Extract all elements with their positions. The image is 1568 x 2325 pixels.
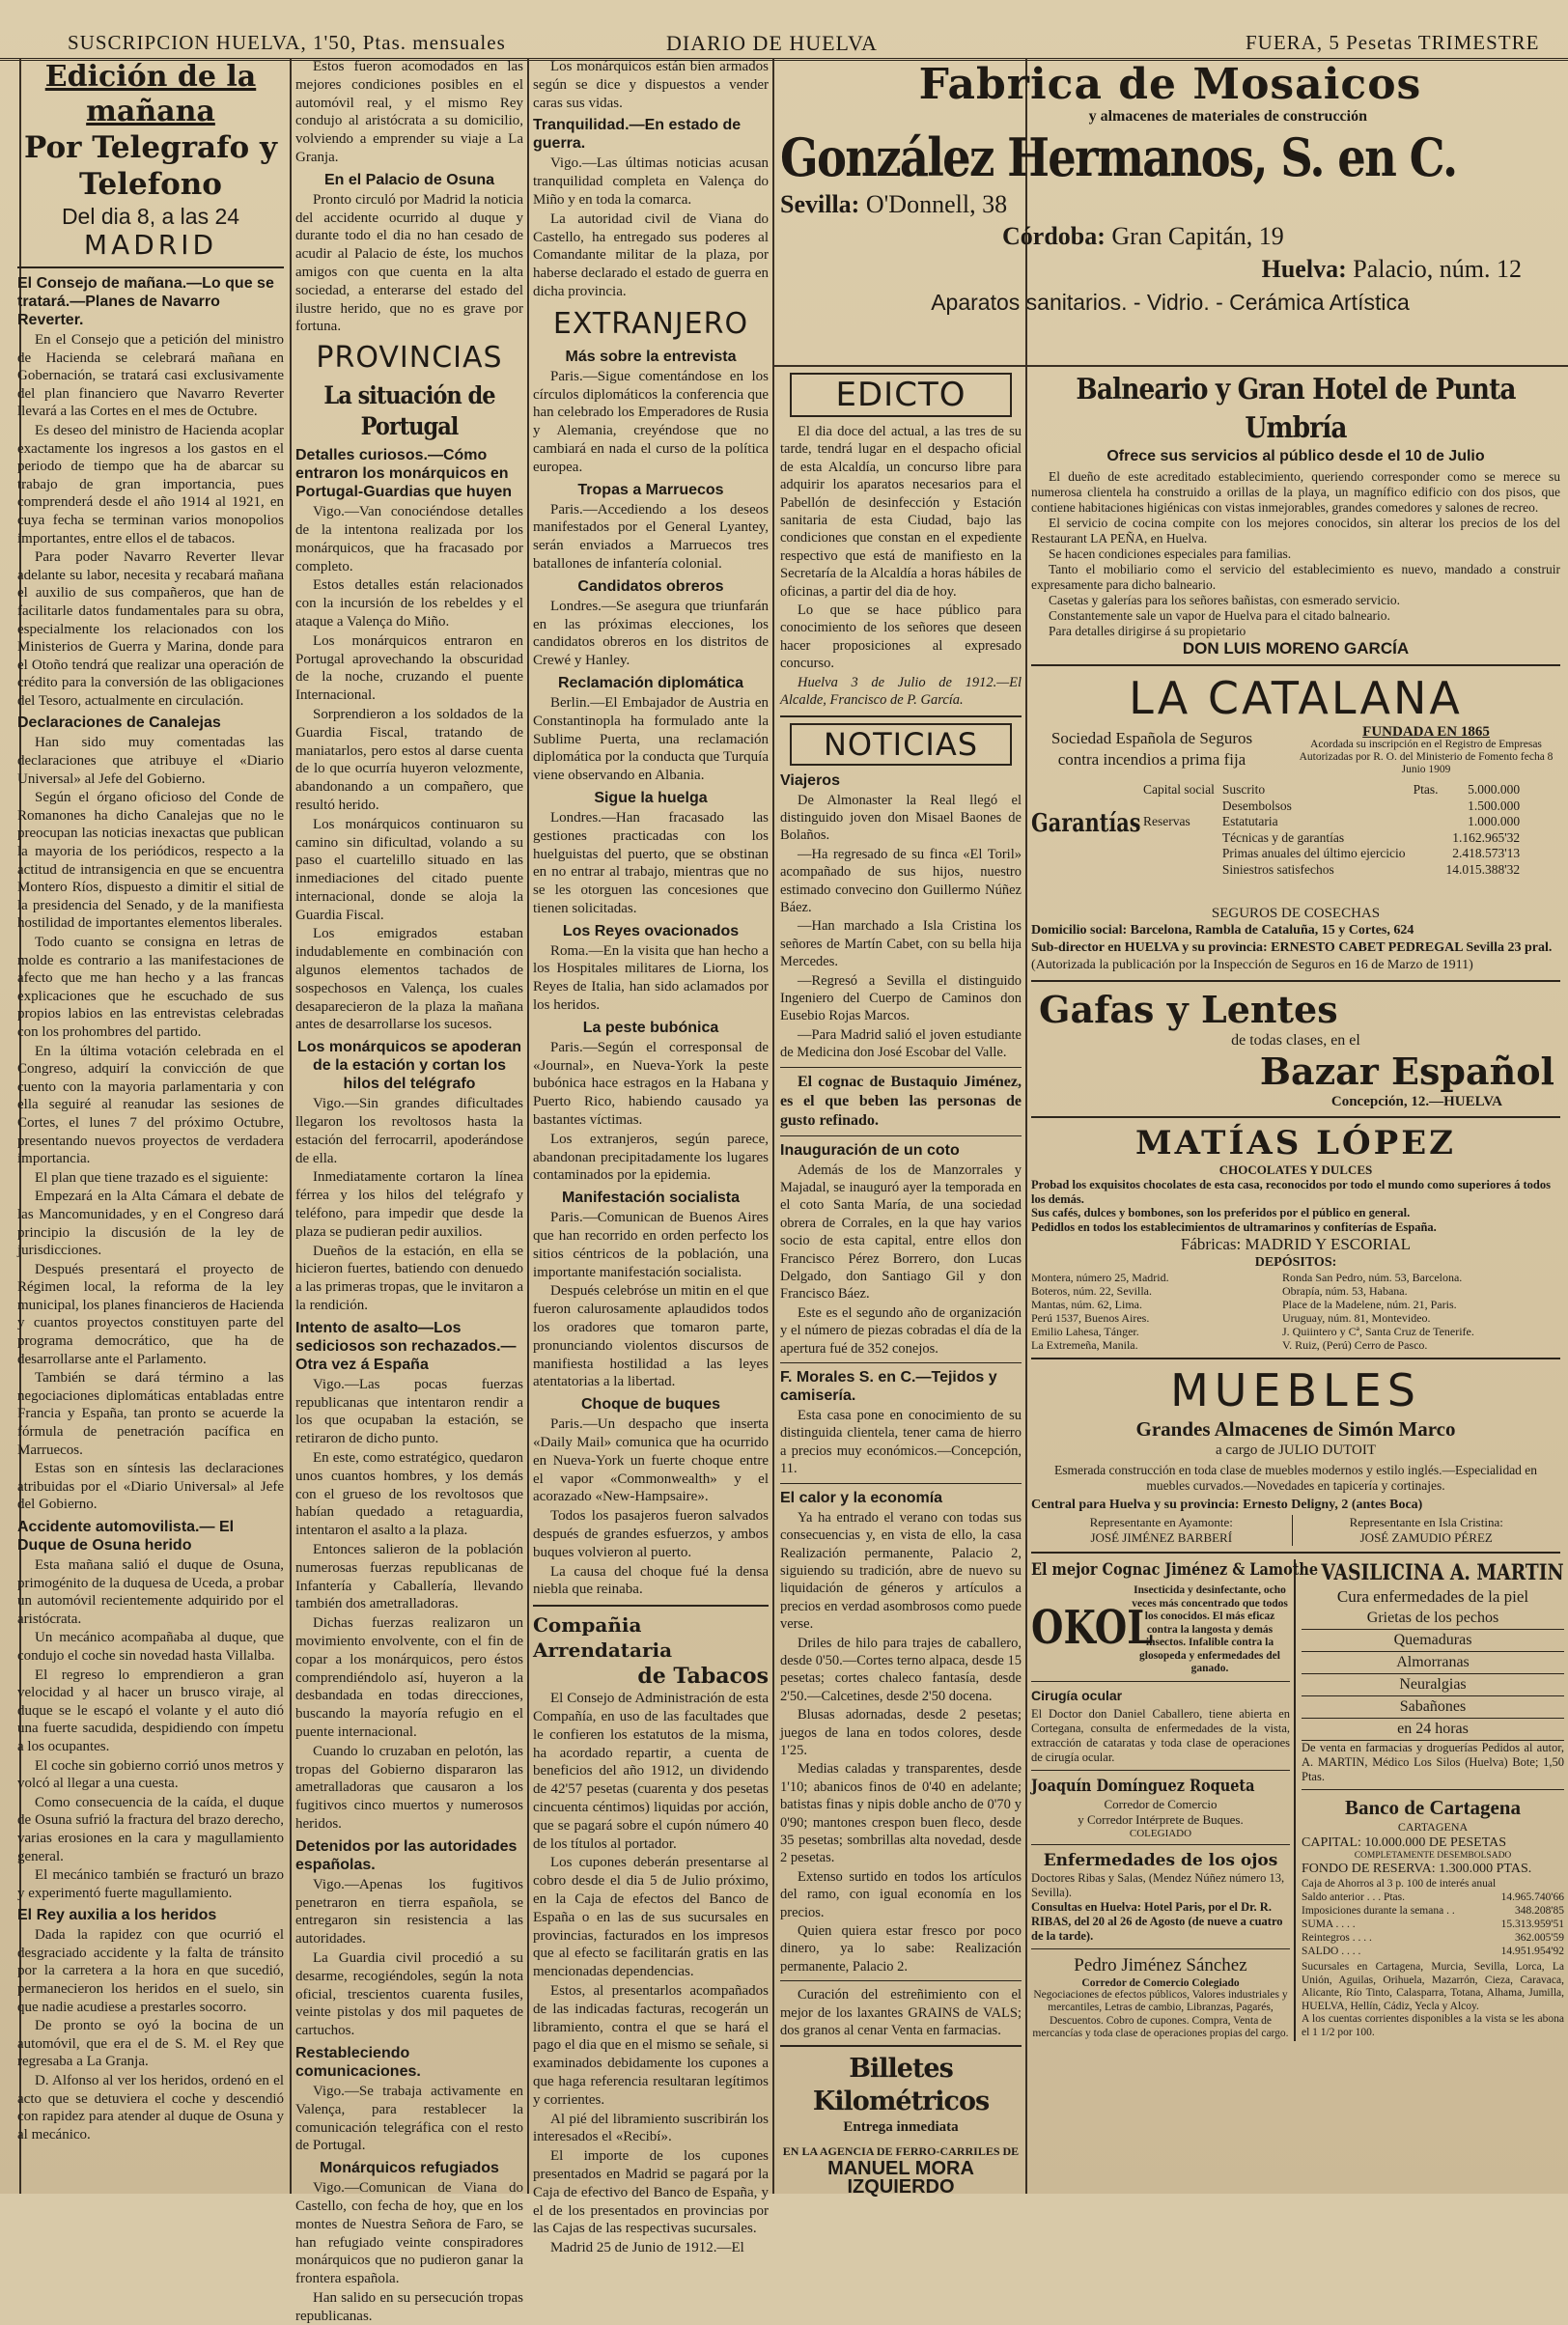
section-heading: Candidatos obreros bbox=[577, 577, 724, 595]
matias-subtitle: CHOCOLATES Y DULCES bbox=[1218, 1162, 1373, 1177]
column-2 bbox=[295, 58, 523, 2324]
deposito-item: Obrapía, núm. 53, Habana. bbox=[1282, 1284, 1408, 1298]
paragraph: Es deseo del ministro de Hacienda acoplar exactamente los ingresos a los gastos en el periodo de tiempo que ha de abarcar su trabajo de gran importancia, pues comprenderá desde el año 1914 al 1921, en cuya fecha se terminan varios monopolios importantes, entre ellos el de tabacos. bbox=[17, 422, 284, 546]
huelva-address: Palacio, núm. 12 bbox=[1353, 255, 1522, 283]
edition-heading: Edición de la mañana bbox=[44, 60, 257, 128]
paragraph: Pronto circuló por Madrid la noticia del accidente ocurrido al duque y durante todo el dia no han cesado de acudir al Palacio de éste, los muchos amigos con que cuenta en la alta sociedad, a enterarse del estado del ilustre herido, que no es grave por fortuna. bbox=[295, 191, 523, 335]
joaquin-line2: y Corredor Intérprete de Buques. bbox=[1078, 1811, 1244, 1827]
paragraph: Sus cafés, dulces y bombones, son los preferidos por el público en general. bbox=[1031, 1206, 1411, 1219]
section-heading: Monárquicos refugiados bbox=[320, 2160, 499, 2177]
capital-table bbox=[1139, 782, 1524, 878]
banco-label: Saldo anterior . . . Ptas. bbox=[1302, 1891, 1405, 1903]
muebles-title: MUEBLES bbox=[1170, 1364, 1421, 1416]
muebles-rep1-label: Representante en Ayamonte: bbox=[1089, 1515, 1233, 1529]
paragraph: Los emigrados estaban indudablemente en combinación con algunos elementos tachados de sospechosos en Valença, los cuales desaparecieron de la plaza la mañana antes de desarrollarse los sucesos. bbox=[295, 926, 523, 1033]
paragraph: Han sido muy comentadas las declaraciones que atribuye el «Diario Universal» al Jefe del Gobierno. bbox=[17, 735, 284, 787]
bazar-name: Bazar Español bbox=[1259, 1050, 1554, 1093]
paragraph: Paris.—Sigue comentándose en los círculos diplomáticos la conferencia que han celebrado los Emperadores de Rusia y Alemania, creyéndose que no cambiará en nada el curso de la política europea. bbox=[533, 368, 769, 475]
portugal-heading: La situación de Portugal bbox=[323, 381, 495, 441]
paragraph: En este, como estratégico, quedaron unos cuantos hombres, y los demás con el grueso de los revoltosos que habían quedado a retaguardia, intentaron el asalto a la plaza. bbox=[295, 1450, 523, 1539]
paragraph: Después presentará el proyecto de Régimen local, la reforma de la ley municipal, los planes financieros de Hacienda y cuantos proyectos constituyen parte del programa democrático, que ha de desarrollarse ante el Parlamento. bbox=[17, 1261, 284, 1367]
capital-unit bbox=[1410, 862, 1442, 879]
billetes-title: Billetes Kilométricos bbox=[812, 2054, 990, 2117]
paragraph: Sucursales en Cartagena, Murcia, Sevilla, Lorca, La Unión, Aguilas, Orihuela, Mazarrón, Cieza, Caravaca, Alicante, Río Tinto, Calasparra, Totana, Alhama, Jumilla, HUELVA, Hellín, Cádiz, Yecla y Alcoy. bbox=[1302, 1961, 1564, 2012]
matias-title: MATÍAS LÓPEZ bbox=[1135, 1124, 1456, 1162]
deposito-item: V. Ruiz, (Perú) Cerro de Pasco. bbox=[1282, 1338, 1428, 1352]
banco-label: SALDO . . . . bbox=[1302, 1946, 1361, 1957]
noticias-heading: NOTICIAS bbox=[790, 723, 1012, 766]
depositos-left bbox=[1031, 1271, 1282, 1352]
capital-unit bbox=[1410, 846, 1442, 862]
vasilicina-item: Almorranas bbox=[1302, 1652, 1564, 1674]
provincias-heading: PROVINCIAS bbox=[316, 341, 503, 376]
extranjero-heading: EXTRANJERO bbox=[552, 306, 749, 341]
section-heading: En el Palacio de Osuna bbox=[323, 171, 495, 188]
capital-label bbox=[1139, 862, 1218, 879]
section-heading: Restableciendo comunicaciones. bbox=[295, 2044, 421, 2080]
joaquin-title: Joaquín Domínguez Roqueta bbox=[1031, 1776, 1255, 1796]
vasilicina-item: en 24 horas bbox=[1302, 1719, 1564, 1741]
deposito-item: Ronda San Pedro, núm. 53, Barcelona. bbox=[1282, 1271, 1463, 1284]
capital-value: 1.500.000 bbox=[1468, 798, 1521, 813]
paragraph: El importe de los cupones presentados en Madrid se pagará por la Caja de efectivo del Banco de España, y el de los presentados en provincias por las Cajas de las respectivas sucursales. bbox=[533, 2148, 769, 2237]
paragraph: Este es el segundo año de organización y el número de piezas cobradas el día de la apertura fué de 352 conejos. bbox=[780, 1304, 1022, 1357]
paragraph: Doctores Ribas y Salas, (Mendez Núñez número 13, Sevilla). bbox=[1031, 1870, 1285, 1899]
bazar-address: Concepción, 12.—HUELVA bbox=[1330, 1094, 1502, 1109]
column-rule bbox=[772, 58, 774, 2194]
paragraph: En la última votación celebrada en el Congreso, adquirí la convicción de que cuento con la mayoria parlamentaria y con ella seguiré al reanudar las sesiones de Cortes, el lunes 7 del próximo Octubre, presentando nuevos proyectos de verdadera importancia. bbox=[17, 1043, 284, 1167]
paragraph: Blusas adornadas, desde 2 pesetas; juegos de lana en todos colores, desde 1'25. bbox=[780, 1707, 1022, 1758]
paragraph: El plan que tiene trazado es el siguiente: bbox=[35, 1169, 268, 1186]
gafas-subtitle: de todas clases, en el bbox=[1231, 1032, 1360, 1049]
paragraph: La Guardia civil procedió a su desarme, recogiéndoles, según la nota oficial, trescientos cuarenta fusiles, veinte pistolas y dos mil paquetes de cartuchos. bbox=[295, 1949, 523, 2039]
catalana-subtitle-1: Sociedad Española de Seguros bbox=[1050, 729, 1253, 747]
paragraph: Dueños de la estación, en ella se hicieron fuertes, batiendo con denuedo a las primeras tropas, que le invitaron a la rendición. bbox=[295, 1243, 523, 1314]
vasilicina-item: Neuralgias bbox=[1302, 1674, 1564, 1696]
paragraph: En el Consejo que a petición del ministro de Hacienda se celebrará mañana en Gobernación, se tratará casi exclusivamente del plan financiero que Navarro Reverter llevará a las Cortes en el mes de Octubre. bbox=[17, 332, 284, 420]
pedro-subtitle: Corredor de Comercio Colegiado bbox=[1081, 1976, 1240, 1989]
cirugia-title: Cirugía ocular bbox=[1031, 1687, 1123, 1703]
paragraph: A los cuentas corrientes disponibles a la vista se les abona el 1 1/2 por 100. bbox=[1302, 2013, 1564, 2038]
capital-item: Desembolsos bbox=[1221, 798, 1292, 813]
banco-row bbox=[1302, 1945, 1564, 1958]
catalana-title: LA CATALANA bbox=[1129, 672, 1463, 724]
cognac-ad-title: El mejor Cognac Jiménez & Lamothe bbox=[1031, 1560, 1319, 1580]
capital-unit bbox=[1410, 798, 1442, 815]
joaquin-line1: Corredor de Comercio bbox=[1104, 1796, 1218, 1811]
paragraph: Sorprendieron a los soldados de la Guardia Fiscal, tratando de maniatarlos, pero estos al darse cuenta de lo que ocurría huyeron velozmente, abandonando a un compañero, que resultó herido. bbox=[295, 706, 523, 813]
paragraph: Vigo.—Las pocas fuerzas republicanas que intentaron rendir a los que ocupaban la estación, se retiraron de dicho punto. bbox=[295, 1376, 523, 1447]
section-heading: Tropas a Marruecos bbox=[577, 481, 724, 498]
capital-item: Primas anuales del último ejercicio bbox=[1221, 846, 1406, 860]
catalana-founded: FUNDADA EN 1865 bbox=[1362, 724, 1490, 740]
paragraph: Esta mañana salió el duque de Osuna, primogénito de la duquesa de Uceda, a probar un automóvil recientemente adquirido por el aristócrata. bbox=[17, 1557, 284, 1627]
section-heading: Los monárquicos se apoderan de la estación y cortan los hilos del telégrafo bbox=[296, 1039, 522, 1093]
section-heading: F. Morales S. en C.—Tejidos y camisería. bbox=[780, 1369, 997, 1405]
deposito-item: Place de la Madelene, núm. 21, Paris. bbox=[1282, 1298, 1457, 1311]
deposito-item: Montera, número 25, Madrid. bbox=[1031, 1271, 1169, 1284]
paragraph: Según el órgano oficioso del Conde de Romanones ha dicho Canalejas que no le preocupan las noticias inexactas que publican la mayoria de los periódicos, respecto a la actitud de intransigencia en que se encuentra Montero Ríos, dispuesto a dimitir el sitial de la presidencia del Senado, y de la manifiesta hostilidad de importantes elementos liberales. bbox=[17, 790, 284, 932]
section-heading: Los Reyes ovacionados bbox=[562, 922, 740, 939]
banco-value: 348.208'85 bbox=[1515, 1905, 1564, 1917]
banco-value: 14.951.954'92 bbox=[1500, 1946, 1564, 1957]
paragraph: La autoridad civil de Viana do Castello, ha entregado sus poderes al Comandante militar de la plaza, por haberse declarado el estado de guerra en dicha provincia. bbox=[533, 210, 769, 299]
paragraph: Inmediatamente cortaron la línea férrea y los hilos del telégrafo y teléfono, para impedir que desde la plaza se pudieran pedir auxilios. bbox=[295, 1169, 523, 1240]
masthead-subscription-outside: FUERA, 5 Pesetas TRIMESTRE bbox=[1246, 31, 1540, 54]
paragraph: Empezará en la Alta Cámara el debate de las Mancomunidades, y en el Congreso dará principio la discusión de la ley de jurisdicciones. bbox=[17, 1189, 284, 1259]
mosaicos-title: Fabrica de Mosaicos bbox=[918, 60, 1422, 109]
banco-row bbox=[1302, 1891, 1564, 1904]
vasilicina-subtitle: Cura enfermedades de la piel bbox=[1336, 1587, 1529, 1606]
gafas-title: Gafas y Lentes bbox=[1039, 988, 1338, 1031]
paragraph: Dichas fuerzas realizaron un movimiento envolvente, con el fin de copar a los monárquicos, pero éstos comprendiéndolo así, huyeron a la desbandada en todas direcciones, buscando la mayoría refugio en el puente internacional. bbox=[295, 1615, 523, 1740]
tabacos-heading-2: de Tabacos bbox=[637, 1664, 769, 1690]
balneario-subtitle: Ofrece sus servicios al público desde el 10 de Julio bbox=[1106, 448, 1485, 464]
section-heading: Viajeros bbox=[780, 771, 840, 789]
masthead-title: DIARIO DE HUELVA bbox=[666, 31, 878, 55]
catalana-authorization: (Autorizada la publicación por la Inspección de Seguros en 16 de Marzo de 1911) bbox=[1031, 958, 1473, 972]
dispatch-city: MADRID bbox=[83, 229, 218, 261]
muebles-subtitle: Grandes Almacenes de Simón Marco bbox=[1135, 1417, 1456, 1441]
paragraph: Vigo.—Apenas los fugitivos penetraron en tierra española, se entregaron sin resistencia a las autoridades. bbox=[295, 1876, 523, 1947]
paragraph: El cognac de Bustaquio Jiménez, es el que beben las personas de gusto refinado. bbox=[780, 1073, 1022, 1129]
paragraph: Estos, al presentarlos acompañados de las indicadas facturas, recogerán un libramiento, contra el que se hará el pago el dia que en el mismo se señale, si examinados debidamente los cupones a que haga referencia resultaran legítimos y corrientes. bbox=[533, 1982, 769, 2108]
capital-row bbox=[1139, 814, 1524, 830]
paragraph: Los monárquicos entraron en Portugal aprovechando la obscuridad de la noche, cruzando el puente Internacional. bbox=[295, 632, 523, 704]
capital-unit bbox=[1410, 830, 1442, 847]
paragraph: Estas son en síntesis las declaraciones atribuidas por el «Diario Universal» al Jefe del Gobierno. bbox=[17, 1461, 284, 1513]
ads-rule bbox=[772, 365, 1568, 367]
dispatch-date: Del dia 8, a las 24 bbox=[61, 204, 240, 229]
paragraph: —Ha regresado de su finca «El Toril» acompañado de sus hijos, nuestro estimado convecino don Guillermo Núñez Báez. bbox=[780, 846, 1022, 915]
column-5 bbox=[1031, 371, 1564, 2194]
paragraph: Ya ha entrado el verano con todas sus consecuencias y, en vista de ello, la casa Realización permanente, Palacio 2, siguiendo su tradición, abre de nuevo su liquidación de géneros y artículos a precios en verdad asombrosos como puede verse. bbox=[780, 1509, 1022, 1633]
paragraph: El dueño de este acreditado establecimiento, queriendo corresponder como se merece su numerosa clientela ha construido a orillas de la playa, un magnífico edificio con dos pisos, que contiene habitaciones higiénicas con vistas inmejorables, grandes comedores y salones de recreo. bbox=[1031, 469, 1560, 515]
column-rule bbox=[527, 58, 529, 2194]
cordoba-address: Gran Capitán, 19 bbox=[1111, 222, 1284, 250]
paragraph: Entonces salieron de la población numerosas fuerzas republicanas de Infantería y Caballería, llevando también dos ametralladoras. bbox=[295, 1542, 523, 1612]
paragraph: Extenso surtido en todos los artículos del ramo, con igual economía en los precios. bbox=[780, 1868, 1022, 1920]
paragraph: Curación del estreñimiento con el mejor de los laxantes GRAINS de VALS; dos granos al cenar Venta en farmacias. bbox=[780, 1987, 1022, 2039]
paragraph: Un mecánico acompañaba al duque, que condujo el coche sin novedad hasta Villalba. bbox=[17, 1630, 284, 1664]
paragraph: Vigo.—Sin grandes dificultades llegaron los revoltosos hasta la estación del ferrocarril, apoderándose de ella. bbox=[295, 1096, 523, 1166]
banco-value: 15.313.959'51 bbox=[1500, 1919, 1564, 1930]
paragraph: Los extranjeros, según parece, abandonan precipitadamente los lugares contaminados por la epidemia. bbox=[533, 1131, 769, 1184]
masthead bbox=[0, 25, 1568, 61]
paragraph: Medias caladas y transparentes, desde 1'10; abanicos finos de 0'40 en adelante; batistas finas y nipis doble ancho de 0'70 y 0'90; mantones crespon buen fleco, desde 35 pesetas; sombrillas alta novedad, desde 2 pesetas. bbox=[780, 1761, 1022, 1866]
tabacos-heading-1: Compañia Arrendataria bbox=[533, 1613, 673, 1663]
ojos-title: Enfermedades de los ojos bbox=[1043, 1850, 1278, 1870]
paragraph: Paris.—Comunican de Buenos Aires que han recorrido en orden perfecto los sitios céntricos de la población, una importante manifestación socialista. bbox=[533, 1210, 769, 1280]
paragraph: —Para Madrid salió el joven estudiante de Medicina don José Escobar del Valle. bbox=[780, 1026, 1022, 1061]
paragraph: Para poder Navarro Reverter llevar adelante su labor, necesita y recabará mañana el auxilio de sus compañeros, que han de facilitarle datos fundamentales para su obra, especialmente los relacionados con los Ministerios de Guerra y Marina, donde para el Otoño tendrá que realizar una operación de crédito para la conversión de las obligaciones del Tesoro, actualmente en circulación. bbox=[17, 549, 284, 709]
section-heading: Sigue la huelga bbox=[594, 789, 708, 806]
capital-value: 2.418.573'13 bbox=[1452, 846, 1521, 860]
paragraph: Los cupones deberán presentarse al cobro desde el dia 5 de Julio próximo, en la Caja de efectos del Banco de España o en las de sus sucursales en provincias, facturados en los impresos que al efecto se facilitarán gratis en las mencionadas dependencias. bbox=[533, 1855, 769, 1980]
masthead-subscription-local: SUSCRIPCION HUELVA, 1'50, Ptas. mensuales bbox=[68, 31, 506, 54]
paragraph: Roma.—En la visita que han hecho a los Hospitales militares de Liorna, los Reyes de Italia, han sido aclamados por los heridos. bbox=[533, 942, 769, 1014]
mosaicos-ad bbox=[780, 62, 1560, 363]
paragraph: El Consejo de Administración de esta Compañía, en uso de las facultades que le confieren los estatutos de la misma, ha acordado repartir, a cuenta de beneficios del año 1912, un dividendo de 42'57 pesetas (cuarenta y dos pesetas cincuenta céntimos) liquidas por acción, que se pagará sobre el cupón número 40 de los títulos al portador. bbox=[533, 1691, 769, 1852]
huelva-label: Huelva: bbox=[1261, 255, 1347, 283]
deposito-item: Perú 1537, Buenos Aires. bbox=[1031, 1311, 1150, 1325]
paragraph: D. Alfonso al ver los heridos, ordenó en el acto que se detuviera el coche y descendió con rapidez para atender al duque de Osuna y al mecánico. bbox=[17, 2073, 284, 2143]
paragraph: De Almonaster la Real llegó el distinguido joven don Misael Baones de Bolaños. bbox=[780, 792, 1022, 844]
section-heading: Tranquilidad.—En estado de guerra. bbox=[533, 117, 742, 153]
capital-item: Estatutaria bbox=[1221, 814, 1278, 828]
column-rule bbox=[290, 58, 292, 2194]
capital-value: 1.162.965'32 bbox=[1452, 829, 1521, 845]
paragraph: Pedidlos en todos los establecimientos de ultramarinos y confiterías de España. bbox=[1031, 1219, 1437, 1234]
paragraph: Cuando lo cruzaban en pelotón, las tropas del Gobierno dispararon las ametralladoras que causaron a los fugitivos cinco muertos y numerosos heridos. bbox=[295, 1743, 523, 1832]
section-heading: Intento de asalto—Los sediciosos son rechazados.— Otra vez á España bbox=[295, 1319, 517, 1373]
paragraph: Vigo.—Las últimas noticias acusan tranquilidad completa en Valença do Miño y en toda la comarca. bbox=[533, 155, 769, 208]
capital-item: Técnicas y de garantías bbox=[1221, 829, 1345, 845]
paragraph: Se hacen condiciones especiales para familias. bbox=[1049, 546, 1292, 561]
mosaicos-subtitle: y almacenes de materiales de construcción bbox=[1088, 108, 1367, 125]
paragraph: El regreso lo emprendieron a gran velocidad y al hacer un brusco viraje, al duque se le escapó el volante y el auto dió una fuerte sacudida, despidiendo con ímpetu a los ocupantes. bbox=[17, 1667, 284, 1754]
paragraph: Paris.—Un despacho que inserta «Daily Mail» comunica que ha ocurrido en Nueva-York un fuerte choque entre el vapor «Commonwealth» y el acorazado «New-Hampsaire». bbox=[533, 1416, 769, 1505]
banco-city: CARTAGENA bbox=[1397, 1820, 1469, 1834]
paragraph: Los monárquicos están bien armados según se dice y dispuestos a vender caras sus vidas. bbox=[533, 59, 769, 111]
banco-desembolsado: COMPLETAMENTE DESEMBOLSADO bbox=[1354, 1851, 1512, 1861]
muebles-rep2-label: Representante en Isla Cristina: bbox=[1349, 1515, 1503, 1529]
vasilicina-item: Grietas de los pechos bbox=[1302, 1608, 1564, 1630]
capital-label: Capital social bbox=[1143, 782, 1215, 797]
section-heading: La peste bubónica bbox=[582, 1019, 719, 1036]
capital-label bbox=[1139, 798, 1218, 815]
muebles-central: Central para Huelva y su provincia: Ernesto Deligny, 2 (antes Boca) bbox=[1031, 1498, 1423, 1512]
capital-label: Reservas bbox=[1143, 814, 1190, 828]
vasilicina-item: Sabañones bbox=[1302, 1696, 1564, 1719]
gonzalez-name: González Hermanos, S. en C. bbox=[780, 126, 1457, 188]
column-4 bbox=[780, 371, 1022, 2198]
banco-row bbox=[1302, 1918, 1564, 1931]
paragraph: Después celebróse un mitin en el que fueron calurosamente aplaudidos todos los oradores que tomaron parte, pronunciando violentos discursos de manifiesta hostilidad a las leyes atentatorias a la libertad. bbox=[533, 1283, 769, 1390]
paragraph: Vigo.—Se trabaja activamente en Valença, para restablecer la comunicación telegráfica con el resto de Portugal. bbox=[295, 2083, 523, 2154]
deposito-item: Uruguay, núm. 81, Montevideo. bbox=[1282, 1311, 1431, 1325]
vasilicina-list bbox=[1302, 1608, 1564, 1741]
catalana-registry: Acordada su inscripción en el Registro de Empresas Autorizadas por R. O. del Ministerio de Fomento fecha 8 Junio 1909 bbox=[1299, 739, 1554, 775]
column-1 bbox=[17, 58, 284, 2194]
paragraph: La causa del choque fué la densa niebla que reinaba. bbox=[533, 1563, 769, 1598]
capital-row bbox=[1139, 862, 1524, 879]
okol-logo: OKOL bbox=[1031, 1601, 1154, 1655]
paragraph: Vigo.—Comunican de Viana do Castello, con fecha de hoy, que en los montes de Nuestra Señora de Faro, se han refugiado veinte conspiradores monárquicos que no pudieron ganar la frontera española. bbox=[295, 2180, 523, 2287]
paragraph: Constantemente sale un vapor de Huelva para el citado balneario. bbox=[1049, 608, 1390, 623]
muebles-manager: a cargo de JULIO DUTOIT bbox=[1215, 1443, 1377, 1458]
okol-description: Insecticida y desinfectante, ocho veces más concentrado que todos los conocidos. El más eficaz contra la langosta y demás insectos. Infalible contra la glosopeda y enfermedades del ganado. bbox=[1132, 1584, 1288, 1674]
paragraph: Al pié del libramiento suscribirán los interesados el «Recibí». bbox=[533, 2111, 769, 2145]
paragraph: Consultas en Huelva: Hotel Paris, por el Dr. R. RIBAS, del 20 al 26 de Agosto (de nueve a cuatro de la tarde). bbox=[1031, 1899, 1283, 1943]
banco-label: SUMA . . . . bbox=[1302, 1919, 1356, 1930]
paragraph: De venta en farmacias y droguerías Pedidos al autor, A. MARTIN, Médico Los Silos (Huelva) Bote; 1,50 Ptas. bbox=[1302, 1741, 1564, 1783]
section-heading: Accidente automovilista.— El Duque de Osuna herido bbox=[17, 1519, 235, 1554]
section-heading: Choque de buques bbox=[581, 1396, 720, 1414]
paragraph: Madrid 25 de Junio de 1912.—El bbox=[550, 2240, 744, 2256]
paragraph: Esmerada construcción en toda clase de muebles modernos y estilo inglés.—Especialidad en muebles curvados.—Novedades en tapicería y cortinajes. bbox=[1053, 1463, 1538, 1493]
paragraph: Huelva 3 de Julio de 1912.—El Alcalde, Francisco de P. García. bbox=[780, 674, 1022, 709]
capital-row bbox=[1139, 830, 1524, 847]
catalana-subtitle-2: contra incendios a prima fija bbox=[1057, 750, 1246, 769]
paragraph: Para detalles dirigirse á su propietario bbox=[1049, 624, 1246, 638]
deposito-item: Boteros, núm. 22, Sevilla. bbox=[1031, 1284, 1152, 1298]
paragraph: Estos fueron acomodados en las mejores condiciones posibles en el automóvil real, y el mismo Rey condujo al aristócrata a su domicilio, volviendo a emprender su viaje a La Granja. bbox=[295, 59, 523, 165]
capital-row bbox=[1139, 798, 1524, 815]
pedro-title: Pedro Jiménez Sánchez bbox=[1074, 1954, 1247, 1975]
deposito-item: Emilio Lahesa, Tánger. bbox=[1031, 1325, 1139, 1338]
section-heading: Inauguración de un coto bbox=[780, 1141, 960, 1159]
section-heading: Detenidos por las autoridades españolas. bbox=[295, 1837, 518, 1873]
paragraph: Todos los pasajeros fueron salvados después de grandes esfuerzos, y ambos buques volvieron al puerto. bbox=[533, 1508, 769, 1560]
paragraph: Londres.—Han fracasado las gestiones practicadas con los huelguistas del puerto, que se obstinan en no entrar al trabajo, mientras que no se les otorguen las concesiones que tienen solicitadas. bbox=[533, 809, 769, 916]
paragraph: Driles de hilo para trajes de caballero, desde 0'50.—Cortes terno alpaca, desde 15 pesetas; cortes chaleco fantasía, desde 2'50.—Calcetines, desde 2'50 docena. bbox=[780, 1635, 1022, 1704]
depositos-right bbox=[1282, 1271, 1560, 1352]
sevilla-label: Sevilla: bbox=[780, 190, 860, 218]
billetes-subtitle: Entrega inmediata bbox=[843, 2119, 959, 2136]
joaquin-line3: COLEGIADO bbox=[1129, 1827, 1192, 1839]
capital-label bbox=[1139, 846, 1218, 862]
vasilicina-title: VASILICINA A. MARTIN bbox=[1321, 1560, 1564, 1585]
section-heading: Reclamación diplomática bbox=[557, 674, 744, 691]
capital-item: Suscrito bbox=[1221, 782, 1266, 797]
banco-label: Imposiciones durante la semana . . bbox=[1302, 1905, 1455, 1917]
paragraph: Lo que se hace público para conocimiento de los señores que deseen hacer proposiciones al expresado concurso. bbox=[780, 602, 1022, 672]
paragraph: Paris.—Según el corresponsal de «Journal», en Nueva-York la peste bubónica hace estragos en la Habana y Puerto Rico, habiendo causado ya bastantes víctimas. bbox=[533, 1039, 769, 1129]
paragraph: Todo cuanto se consigna en letras de molde es contrario a las manifestaciones de afecto que me han hecho y a las francas explicaciones que he escuchado de sus propios labios en las entrevistas celebradas con los prohombres del partido. bbox=[17, 935, 284, 1040]
paragraph: Negociaciones de efectos públicos, Valores industriales y mercantiles, Letras de cambio, Libranzas, Pagarés, Descuentos. Cobro de cupones. Compra, Venta de mercancías y toda clase de operaciones propias del cargo. bbox=[1032, 1988, 1289, 2039]
matias-factories: Fábricas: MADRID Y ESCORIAL bbox=[1180, 1235, 1412, 1253]
paragraph: Dada la rapidez con que ocurrió el desgraciado accidente y la falta de tránsito por la carretera a la hora en que sucedió, permanecieron los heridos en el suelo, sin que nadie acudiese a prestarles socorro. bbox=[17, 1927, 284, 2015]
paragraph: Los monárquicos continuaron su camino sin dificultad, volando a su paso el cuartelillo situado en las inmediaciones del citado puente internacional, donde se aloja la Guardia Fiscal. bbox=[295, 816, 523, 923]
vasilicina-item: Quemaduras bbox=[1302, 1630, 1564, 1652]
depositos-heading: DEPÓSITOS: bbox=[1254, 1255, 1337, 1270]
column-3 bbox=[533, 58, 769, 2256]
cosechas-label: SEGUROS DE COSECHAS bbox=[1211, 906, 1381, 921]
paragraph: Casetas y galerías para los señores bañistas, con esmerado servicio. bbox=[1049, 593, 1401, 607]
capital-value: 5.000.000 bbox=[1468, 782, 1521, 797]
banco-title: Banco de Cartagena bbox=[1345, 1796, 1521, 1819]
billetes-name: MANUEL MORA IZQUIERDO bbox=[827, 2158, 974, 2198]
paragraph: —Regresó a Sevilla el distinguido Ingeniero del Cuerpo de Caminos don Eusebio Rojas Marcos. bbox=[780, 972, 1022, 1024]
capital-value: 14.015.388'32 bbox=[1445, 861, 1521, 877]
section-heading: Declaraciones de Canalejas bbox=[17, 714, 221, 732]
paragraph: Berlin.—El Embajador de Austria en Constantinopla ha formulado ante la Sublime Puerta, una reclamación diplomática por la conducta que Turquía viene observando en Albania. bbox=[533, 694, 769, 784]
paragraph: Han salido en su persecución tropas republicanas. bbox=[295, 2289, 523, 2324]
sevilla-address: O'Donnell, 38 bbox=[865, 190, 1008, 218]
paragraph: Paris.—Accediendo a los deseos manifestados por el General Lyantey, serán enviados a Marruecos tres batallones de infantería colonial. bbox=[533, 501, 769, 572]
banco-value: 14.965.740'66 bbox=[1500, 1891, 1564, 1903]
paragraph: Tanto el mobiliario como el servicio del establecimiento es nuevo, mandado a construir expresamente para dicho balneario. bbox=[1031, 562, 1560, 592]
telegraph-heading: Por Telegrafo y Telefono bbox=[24, 130, 277, 202]
catalana-subdirector: Sub-director en HUELVA y su provincia: ERNESTO CABET PEDREGAL Sevilla 23 pral. bbox=[1031, 940, 1553, 955]
paragraph: —Han marchado a Isla Cristina los señores de Martín Cabet, con su bella hija Mercedes. bbox=[780, 918, 1022, 970]
paragraph: Además de los de Manzorrales y Majadal, se inauguró ayer la temporada en el coto Santa María, de una sociedad obrera de Corrales, en la que hay varios socio de esta capital, entre ellos don Francisco Pérez Borrero, don Lucas Delgado, don Santiago Gil y don Francisco Báez. bbox=[780, 1162, 1022, 1303]
banco-row bbox=[1302, 1931, 1564, 1945]
paragraph: De pronto se oyó la bocina de un automóvil, que era el de S. M. el Rey que regresaba a La Granja. bbox=[17, 2018, 284, 2070]
paragraph: El servicio de cocina compite con los mejores conocidos, sin alterar los precios de los del Restaurant LA PEÑA, en Huelva. bbox=[1031, 516, 1560, 546]
billetes-agency: EN LA AGENCIA DE FERRO-CARRILES DE bbox=[782, 2143, 1020, 2158]
mosaicos-products: Aparatos sanitarios. - Vidrio. - Cerámica Artística bbox=[931, 290, 1410, 315]
banco-table bbox=[1302, 1891, 1564, 1958]
section-heading: El Consejo de mañana.—Lo que se tratará.—Planes de Navarro Reverter. bbox=[17, 275, 274, 328]
paragraph: También se dará término a las negociaciones diplomáticas entabladas entre Francia y España, tan pronto se acuerde la fórmula de penetración pacífica en Marruecos. bbox=[17, 1370, 284, 1458]
banco-row bbox=[1302, 1904, 1564, 1918]
paragraph: El Doctor don Daniel Caballero, tiene abierta en Cortegana, consulta de enfermedades de la vista, extracción de cataratas y toda clase de operaciones de cirugía ocular. bbox=[1031, 1706, 1290, 1764]
balneario-owner: DON LUIS MORENO GARCÍA bbox=[1182, 639, 1410, 658]
capital-unit bbox=[1410, 814, 1442, 830]
paragraph: El dia doce del actual, a las tres de su tarde, tendrá lugar en el despacho oficial de esta Alcaldía, un concurso libre para adquirir los aparatos necesarios para el Pabellón de desinfección y Estación sanitaria de esta Ciudad, bajo las condiciones que constan en el expediente respectivo que está de manifiesto en la Secretaría de la Alcaldía a horas hábiles de oficinas, a partir del dia de hoy. bbox=[780, 424, 1022, 600]
banco-capital: CAPITAL: 10.000.000 DE PESETAS bbox=[1302, 1835, 1507, 1850]
paragraph: Quien quiera estar fresco por poco dinero, ya lo sabe: Realización permanente, Palacio 2. bbox=[780, 1923, 1022, 1975]
capital-label bbox=[1139, 830, 1218, 847]
banco-fondo: FONDO DE RESERVA: 1.300.000 PTAS. bbox=[1302, 1862, 1532, 1876]
paragraph: El coche sin gobierno corrió unos metros y volcó al llegar a una cuesta. bbox=[17, 1757, 284, 1792]
paragraph: Estos detalles están relacionados con la incursión de los rebeldes y el ataque a Valença do Miño. bbox=[295, 577, 523, 630]
muebles-rep2: JOSÉ ZAMUDIO PÉREZ bbox=[1359, 1530, 1493, 1545]
catalana-domicile: Domicilio social: Barcelona, Rambla de Cataluña, 15 y Cortes, 624 bbox=[1031, 923, 1414, 938]
capital-row bbox=[1139, 782, 1524, 798]
section-heading: El calor y la economía bbox=[780, 1489, 943, 1506]
banco-caja: Caja de Ahorros al 3 p. 100 de interés anual bbox=[1302, 1878, 1497, 1890]
capital-value: 1.000.000 bbox=[1468, 814, 1521, 828]
capital-unit: Ptas. bbox=[1413, 782, 1439, 797]
banco-value: 362.005'59 bbox=[1515, 1932, 1564, 1944]
section-heading: Detalles curiosos.—Cómo entraron los monárquicos en Portugal-Guardias que huyen bbox=[295, 447, 513, 501]
edicto-heading: EDICTO bbox=[790, 373, 1012, 417]
deposito-item: J. Quiintero y Cª, Santa Cruz de Tenerife. bbox=[1282, 1325, 1474, 1338]
capital-row bbox=[1139, 846, 1524, 862]
paragraph: Vigo.—Van conociéndose detalles de la intentona realizada por los monárquicos, que ha fracasado por completo. bbox=[295, 504, 523, 574]
section-heading: El Rey auxilia a los heridos bbox=[17, 1907, 217, 1924]
paragraph: Probad los exquisitos chocolates de esta casa, reconocidos por todo el mundo como superiores á todos los demás. bbox=[1031, 1178, 1551, 1206]
garantias-label: Garantías bbox=[1031, 809, 1141, 838]
banco-label: Reintegros . . . . bbox=[1302, 1932, 1372, 1944]
muebles-rep1: JOSÉ JIMÉNEZ BARBERÍ bbox=[1090, 1530, 1233, 1545]
column-rule bbox=[1025, 58, 1027, 2194]
cordoba-label: Córdoba: bbox=[1002, 222, 1106, 250]
paragraph: El mecánico también se fracturó un brazo y experimentó fuerte magullamiento. bbox=[17, 1867, 284, 1901]
paragraph: Londres.—Se asegura que triunfarán en las próximas elecciones, los candidatos obreros en los distritos de Crewé y Hanley. bbox=[533, 598, 769, 669]
paragraph: Esta casa pone en conocimiento de su distinguida clientela, tener cama de hierro a precios muy económicos.—Concepción, 11. bbox=[780, 1408, 1022, 1477]
deposito-item: Mantas, núm. 62, Lima. bbox=[1031, 1298, 1142, 1311]
capital-item: Siniestros satisfechos bbox=[1221, 861, 1334, 877]
balneario-title: Balneario y Gran Hotel de Punta Umbría bbox=[1076, 373, 1516, 445]
paragraph: Como consecuencia de la caída, el duque de Osuna sufrió la fractura del brazo derecho, varias erosiones en la cara y magullamiento general. bbox=[17, 1794, 284, 1864]
section-heading: Más sobre la entrevista bbox=[565, 348, 737, 365]
section-heading: Manifestación socialista bbox=[561, 1190, 741, 1207]
deposito-item: La Extremeña, Manila. bbox=[1031, 1338, 1138, 1352]
